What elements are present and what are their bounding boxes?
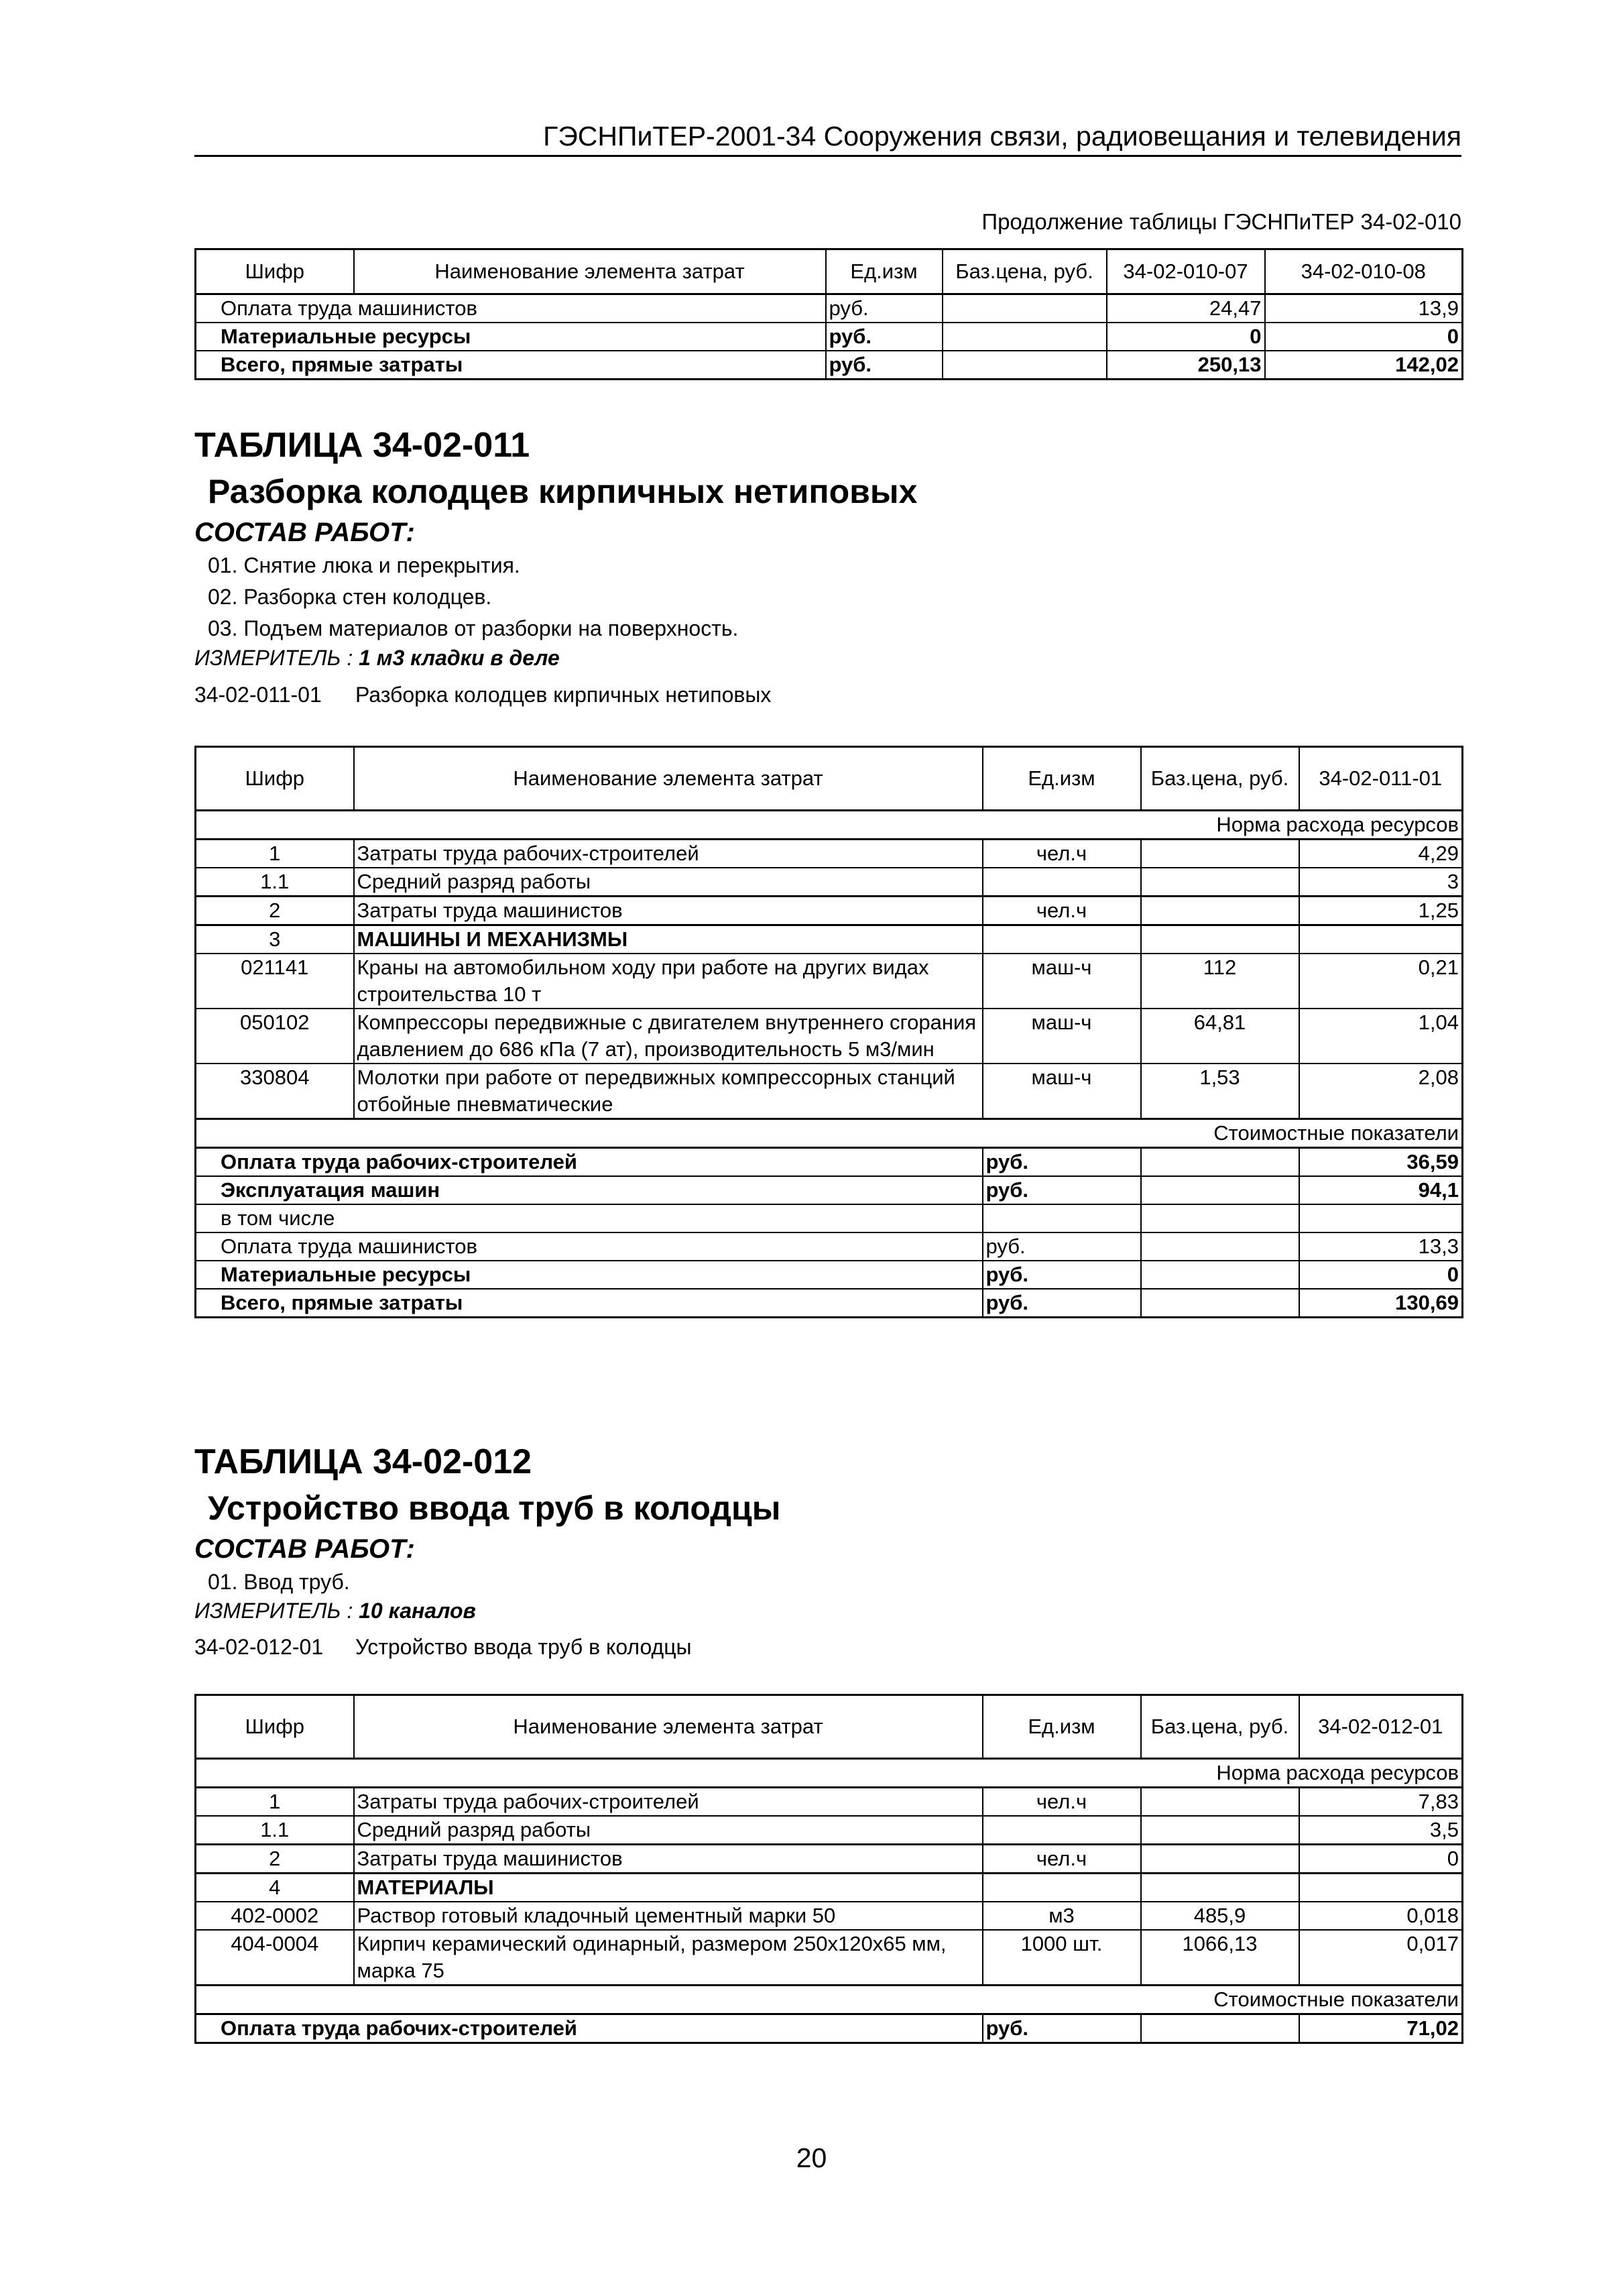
row-name: Раствор готовый кладочный цементный марки 50 — [354, 1902, 983, 1930]
row-name: Компрессоры передвижные с двигателем внутреннего сгорания давлением до 686 кПа (7 ат), производительность 5 м3/мин — [354, 1009, 983, 1064]
row-price — [1141, 1845, 1299, 1874]
row-name: Затраты труда машинистов — [354, 897, 983, 925]
continuation-caption: Продолжение таблицы ГЭСНПиТЕР 34-02-010 — [981, 209, 1461, 234]
cost-name: Эксплуатация машин — [196, 1176, 983, 1204]
header-code: Шифр — [196, 747, 354, 811]
cost-value: 94,1 — [1299, 1176, 1463, 1204]
code-name: Разборка колодцев кирпичных нетиповых — [355, 683, 772, 707]
works-heading-012: СОСТАВ РАБОТ: — [194, 1534, 415, 1564]
row-value: 0,018 — [1299, 1902, 1463, 1930]
row-name: Оплата труда машинистов — [196, 294, 826, 323]
cost-label: Стоимостные показатели — [196, 1986, 1463, 2014]
row-name: МАТЕРИАЛЫ — [354, 1874, 983, 1902]
row-unit: чел.ч — [983, 840, 1141, 868]
meter-label: ИЗМЕРИТЕЛЬ : — [194, 1599, 353, 1623]
row-price: 112 — [1141, 954, 1299, 1009]
row-unit: м3 — [983, 1902, 1141, 1930]
row-price: 1066,13 — [1141, 1930, 1299, 1986]
cost-unit: руб. — [983, 1148, 1141, 1177]
table-row — [196, 1902, 1463, 1930]
row-value: 0,017 — [1299, 1930, 1463, 1986]
row-name: Молотки при работе от передвижных компрессорных станций отбойные пневматические — [354, 1064, 983, 1119]
norm-label: Норма расхода ресурсов — [196, 811, 1463, 840]
row-unit: руб. — [826, 351, 943, 380]
cost-name: Всего, прямые затраты — [196, 1289, 983, 1318]
table-row — [196, 868, 1463, 897]
cost-name: Оплата труда рабочих-строителей — [196, 1148, 983, 1177]
row-price — [1141, 868, 1299, 897]
table-row — [196, 1009, 1463, 1064]
row-code: 2 — [196, 1845, 354, 1874]
row-unit: чел.ч — [983, 1845, 1141, 1874]
row-value-07: 250,13 — [1107, 351, 1265, 380]
row-value: 0,21 — [1299, 954, 1463, 1009]
meter-012 — [194, 1599, 476, 1623]
row-value-08: 142,02 — [1265, 351, 1463, 380]
row-unit: маш-ч — [983, 1009, 1141, 1064]
table-row — [196, 897, 1463, 925]
row-unit: 1000 шт. — [983, 1930, 1141, 1986]
row-name: Материальные ресурсы — [196, 323, 826, 351]
row-code: 402-0002 — [196, 1902, 354, 1930]
table-row — [196, 1930, 1463, 1986]
row-name: Затраты труда рабочих-строителей — [354, 840, 983, 868]
cost-name: Оплата труда рабочих-строителей — [196, 2014, 983, 2043]
table-row — [196, 1874, 1463, 1902]
cost-name: Материальные ресурсы — [196, 1261, 983, 1289]
row-price — [1141, 840, 1299, 868]
cost-unit: руб. — [983, 1289, 1141, 1318]
meter-label: ИЗМЕРИТЕЛЬ : — [194, 646, 353, 670]
row-unit: чел.ч — [983, 897, 1141, 925]
row-value: 1,25 — [1299, 897, 1463, 925]
row-price — [1141, 1788, 1299, 1817]
header-base-price: Баз.цена, руб. — [943, 249, 1107, 294]
cost-unit: руб. — [983, 1176, 1141, 1204]
code-line-011 — [194, 683, 771, 707]
cost-label: Стоимостные показатели — [196, 1119, 1463, 1148]
row-value-07: 24,47 — [1107, 294, 1265, 323]
row-value: 7,83 — [1299, 1788, 1463, 1817]
header-unit: Ед.изм — [983, 1695, 1141, 1759]
row-value-07: 0 — [1107, 323, 1265, 351]
row-name: Средний разряд работы — [354, 1816, 983, 1845]
table-row — [196, 1816, 1463, 1845]
row-price — [1141, 1816, 1299, 1845]
table-row — [196, 1788, 1463, 1817]
list-item: 03. Подъем материалов от разборки на поверхность. — [208, 616, 739, 640]
list-item: 01. Снятие люка и перекрытия. — [208, 553, 520, 577]
table-row — [196, 925, 1463, 954]
cost-value: 36,59 — [1299, 1148, 1463, 1177]
row-price — [1141, 897, 1299, 925]
row-code: 2 — [196, 897, 354, 925]
row-code: 4 — [196, 1874, 354, 1902]
header-name: Наименование элемента затрат — [354, 747, 983, 811]
section-name-011: Разборка колодцев кирпичных нетиповых — [208, 473, 918, 510]
running-header: ГЭСНПиТЕР-2001-34 Сооружения связи, радиовещания и телевидения — [194, 121, 1461, 157]
code-line-012 — [194, 1635, 692, 1660]
cost-value: 13,3 — [1299, 1232, 1463, 1261]
row-value: 0 — [1299, 1845, 1463, 1874]
table-row — [196, 294, 1463, 323]
row-code: 1.1 — [196, 868, 354, 897]
row-name: Краны на автомобильном ходу при работе на других видах строительства 10 т — [354, 954, 983, 1009]
table-row — [196, 323, 1463, 351]
table-34-02-011 — [194, 746, 1463, 1318]
table-row — [196, 1148, 1463, 1177]
cost-unit: руб. — [983, 1232, 1141, 1261]
header-base-price: Баз.цена, руб. — [1141, 1695, 1299, 1759]
table-row — [196, 1289, 1463, 1318]
code-name: Устройство ввода труб в колодцы — [355, 1635, 692, 1659]
header-code: Шифр — [196, 249, 354, 294]
header-unit: Ед.изм — [826, 249, 943, 294]
row-unit — [983, 1816, 1141, 1845]
table-row — [196, 1845, 1463, 1874]
row-price: 485,9 — [1141, 1902, 1299, 1930]
meter-value: 10 каналов — [359, 1599, 476, 1623]
row-name: Затраты труда рабочих-строителей — [354, 1788, 983, 1817]
table-title-011: ТАБЛИЦА 34-02-011 — [194, 426, 530, 465]
row-value-08: 13,9 — [1265, 294, 1463, 323]
table-row — [196, 351, 1463, 380]
cost-value: 71,02 — [1299, 2014, 1463, 2043]
row-code: 1 — [196, 840, 354, 868]
page-number: 20 — [796, 2142, 827, 2173]
table-title-012: ТАБЛИЦА 34-02-012 — [194, 1442, 532, 1481]
row-code: 021141 — [196, 954, 354, 1009]
row-code: 050102 — [196, 1009, 354, 1064]
header-code-01: 34-02-011-01 — [1299, 747, 1463, 811]
row-value: 3 — [1299, 868, 1463, 897]
table-34-02-010 — [194, 248, 1463, 380]
code: 34-02-011-01 — [194, 683, 322, 707]
header-name: Наименование элемента затрат — [354, 249, 826, 294]
row-unit: руб. — [826, 294, 943, 323]
row-code: 3 — [196, 925, 354, 954]
row-unit: чел.ч — [983, 1788, 1141, 1817]
cost-unit — [983, 1204, 1141, 1232]
header-code: Шифр — [196, 1695, 354, 1759]
table-34-02-012 — [194, 1694, 1463, 2044]
row-value: 1,04 — [1299, 1009, 1463, 1064]
row-unit: маш-ч — [983, 954, 1141, 1009]
row-code: 330804 — [196, 1064, 354, 1119]
row-name: Затраты труда машинистов — [354, 1845, 983, 1874]
row-unit: руб. — [826, 323, 943, 351]
header-base-price: Баз.цена, руб. — [1141, 747, 1299, 811]
table-row — [196, 2014, 1463, 2043]
table-row — [196, 1261, 1463, 1289]
works-list-012 — [208, 1566, 350, 1598]
row-price: 1,53 — [1141, 1064, 1299, 1119]
row-value: 2,08 — [1299, 1064, 1463, 1119]
table-row — [196, 840, 1463, 868]
row-unit: маш-ч — [983, 1064, 1141, 1119]
row-value: 4,29 — [1299, 840, 1463, 868]
header-unit: Ед.изм — [983, 747, 1141, 811]
table-row — [196, 954, 1463, 1009]
cost-value: 130,69 — [1299, 1289, 1463, 1318]
row-name: Кирпич керамический одинарный, размером 250х120х65 мм, марка 75 — [354, 1930, 983, 1986]
row-code: 404-0004 — [196, 1930, 354, 1986]
meter-value: 1 м3 кладки в деле — [359, 646, 560, 670]
cost-value — [1299, 1204, 1463, 1232]
row-price: 64,81 — [1141, 1009, 1299, 1064]
list-item: 02. Разборка стен колодцев. — [208, 585, 492, 609]
table-row — [196, 1176, 1463, 1204]
row-name: МАШИНЫ И МЕХАНИЗМЫ — [354, 925, 983, 954]
row-value-08: 0 — [1265, 323, 1463, 351]
meter-011 — [194, 646, 560, 671]
works-heading-011: СОСТАВ РАБОТ: — [194, 518, 415, 547]
table-row — [196, 1204, 1463, 1232]
row-code: 1.1 — [196, 1816, 354, 1845]
works-list-011 — [208, 550, 738, 644]
code: 34-02-012-01 — [194, 1635, 324, 1659]
cost-unit: руб. — [983, 2014, 1141, 2043]
row-value: 3,5 — [1299, 1816, 1463, 1845]
norm-label: Норма расхода ресурсов — [196, 1759, 1463, 1788]
cost-unit: руб. — [983, 1261, 1141, 1289]
header-name: Наименование элемента затрат — [354, 1695, 983, 1759]
section-name-012: Устройство ввода труб в колодцы — [208, 1489, 781, 1527]
header-code-01: 34-02-012-01 — [1299, 1695, 1463, 1759]
row-name: Всего, прямые затраты — [196, 351, 826, 380]
table-row — [196, 1064, 1463, 1119]
cost-name: в том числе — [196, 1204, 983, 1232]
cost-name: Оплата труда машинистов — [196, 1232, 983, 1261]
row-code: 1 — [196, 1788, 354, 1817]
row-unit — [983, 868, 1141, 897]
header-code-07: 34-02-010-07 — [1107, 249, 1265, 294]
row-name: Средний разряд работы — [354, 868, 983, 897]
list-item: 01. Ввод труб. — [208, 1570, 350, 1594]
header-code-08: 34-02-010-08 — [1265, 249, 1463, 294]
cost-value: 0 — [1299, 1261, 1463, 1289]
table-row — [196, 1232, 1463, 1261]
